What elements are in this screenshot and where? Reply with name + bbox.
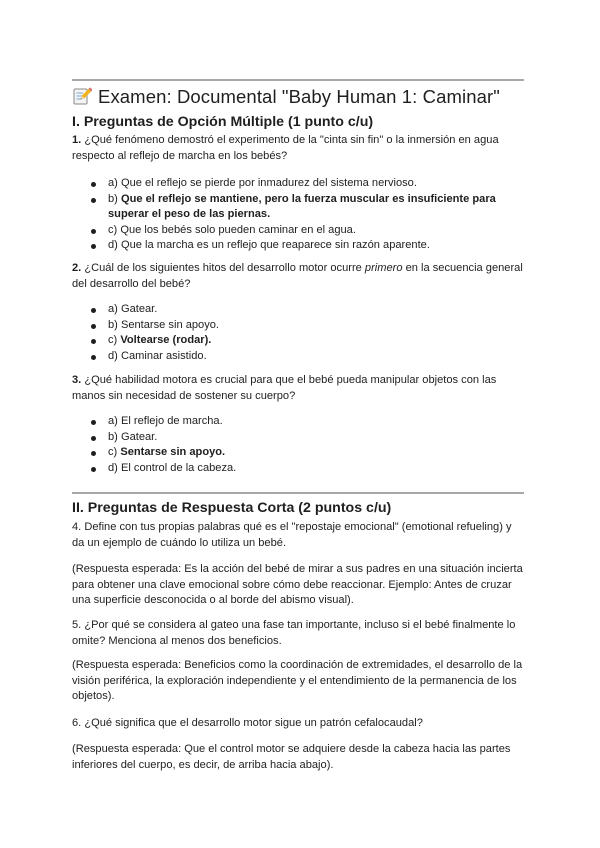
bullet-icon (91, 451, 96, 456)
option-item (72, 238, 524, 254)
option-item (72, 461, 524, 477)
option-item (72, 318, 524, 334)
bullet-icon (91, 355, 96, 360)
option-text: d) El control de la cabeza. (108, 461, 237, 474)
option-item (72, 414, 524, 430)
exam-title-text: Examen: Documental "Baby Human 1: Caminar" (98, 86, 500, 107)
option-item-correct (72, 333, 524, 349)
question-number: 2. (72, 262, 82, 274)
option-text: c) Que los bebés solo pueden caminar en el agua. (108, 223, 356, 236)
option-item (72, 349, 524, 365)
question-text-end: en la secuencia general del desarrollo del bebé? (72, 262, 523, 290)
option-prefix: b) (108, 192, 121, 205)
section-heading-multiple-choice: I. Preguntas de Opción Múltiple (1 punto c/u) (72, 114, 374, 130)
question-2-options (72, 302, 524, 364)
bullet-icon (91, 198, 96, 203)
option-text: a) Que el reflejo se pierde por inmadurez del sistema nervioso. (108, 177, 417, 189)
memo-pencil-icon (72, 86, 92, 106)
expected-answer-6: (Respuesta esperada: Que el control motor se adquiere desde la cabeza hacia las partes inferiores del cuerpo, es decir, de arriba hacia abajo). (72, 743, 511, 771)
option-text: b) Gatear. (108, 430, 158, 443)
section-heading-short-answer: II. Preguntas de Respuesta Corta (2 puntos c/u) (72, 500, 392, 516)
question-number: 3. (72, 374, 82, 386)
question-text: ¿Qué fenómeno demostró el experimento de la "cinta sin fin" o la inmersión en agua respecto al reflejo de marcha en los bebés? (72, 134, 499, 162)
question-number: 1. (72, 134, 82, 146)
bullet-icon (91, 467, 96, 472)
question-emphasis: primero (364, 262, 403, 274)
option-item-correct (72, 445, 524, 461)
question-6: 6. ¿Qué significa que el desarrollo motor sigue un patrón cefalocaudal? (72, 717, 423, 729)
question-text: ¿Cuál de los siguientes hitos del desarrollo motor ocurre (81, 262, 365, 274)
option-text: b) Sentarse sin apoyo. (108, 318, 220, 331)
option-item (72, 223, 524, 239)
option-item (72, 430, 524, 446)
option-text: a) Gatear. (108, 303, 158, 315)
option-text: d) Que la marcha es un reflejo que reaparece sin razón aparente. (108, 239, 430, 251)
section-divider (72, 492, 524, 494)
bullet-icon (91, 244, 96, 249)
bullet-icon (91, 308, 96, 313)
bullet-icon (91, 420, 96, 425)
question-4: 4. Define con tus propias palabras qué es el "repostaje emocional" (emotional refueling) y da un ejemplo de cuándo lo utiliza un bebé. (72, 521, 512, 549)
question-5: 5. ¿Por qué se considera al gateo una fase tan importante, incluso si el bebé finalmente lo omite? Menciona al menos dos beneficios. (72, 619, 516, 647)
bullet-icon (91, 229, 96, 234)
bullet-icon (91, 436, 96, 441)
option-text: d) Caminar asistido. (108, 349, 207, 362)
question-1-options (72, 176, 524, 254)
option-item-correct (72, 192, 524, 223)
expected-answer-4: (Respuesta esperada: Es la acción del bebé de mirar a sus padres en una situación incierta para obtener una clave emocional sobre cómo debe reaccionar. Ejemplo: Antes de cruzar una superficie desconocida o al borde del abismo visual). (72, 563, 523, 606)
question-2 (72, 261, 524, 292)
option-prefix: c) (108, 334, 121, 346)
question-3-options (72, 414, 524, 476)
bullet-icon (91, 182, 96, 187)
top-divider (72, 79, 524, 81)
option-correct-text: Que el reflejo se mantiene, pero la fuerza muscular es insuficiente para superar el peso de las piernas. (108, 192, 496, 220)
bullet-icon (91, 324, 96, 329)
option-item (72, 176, 524, 192)
option-text: a) El reflejo de marcha. (108, 415, 223, 427)
question-text: ¿Qué habilidad motora es crucial para que el bebé pueda manipular objetos con las manos sin necesidad de sostener su cuerpo? (72, 374, 497, 402)
question-1 (72, 133, 524, 164)
bullet-icon (91, 339, 96, 344)
exam-title (72, 86, 532, 108)
question-3 (72, 373, 524, 404)
option-item (72, 302, 524, 318)
expected-answer-5: (Respuesta esperada: Beneficios como la coordinación de extremidades, el desarrollo de la visión periférica, la exploración independiente y el entendimiento de la permanencia de los objetos). (72, 659, 523, 702)
option-prefix: c) (108, 446, 121, 458)
option-correct-text: Voltearse (rodar). (120, 334, 212, 346)
option-correct-text: Sentarse sin apoyo. (120, 446, 226, 458)
